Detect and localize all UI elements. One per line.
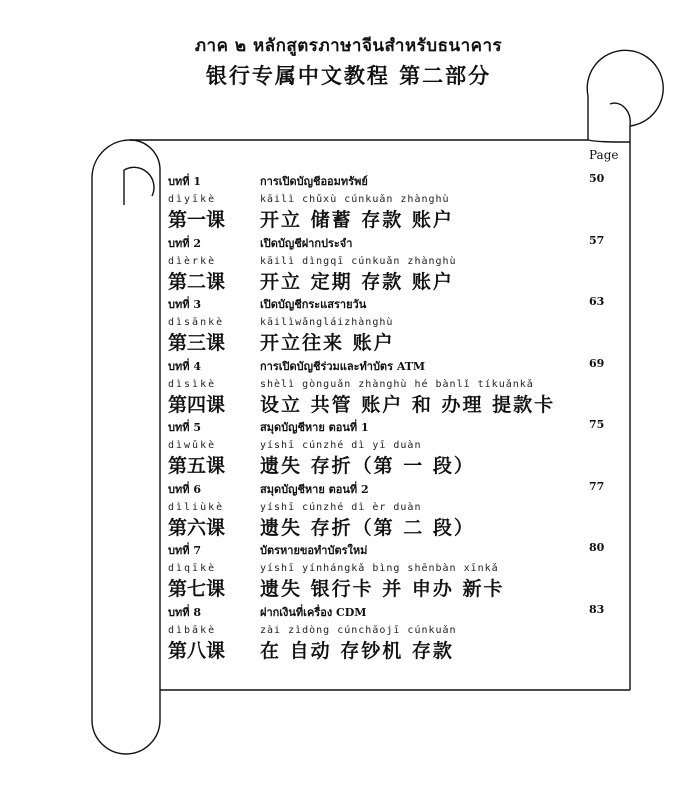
page-column-label: Page (589, 148, 619, 162)
lesson-number-thai: บทที่ 8 (168, 605, 201, 619)
toc-thai-row (168, 172, 608, 190)
toc-thai-row (168, 541, 608, 559)
lesson-title-thai: สมุดบัญชีหาย ตอนที่ 1 (260, 421, 369, 434)
lesson-title-thai: การเปิดบัญชีออมทรัพย์ (260, 175, 368, 188)
toc-thai-row (168, 480, 608, 498)
lesson-page-number: 75 (589, 418, 605, 431)
toc-thai-row (168, 603, 608, 621)
lesson-page-number: 69 (589, 356, 605, 370)
lesson-number-chinese: 第八课 (168, 639, 226, 662)
lesson-title-chinese: 遗失 银行卡 并 申办 新卡 (260, 578, 505, 600)
lesson-title-thai: การเปิดบัญชีร่วมและทำบัตร ATM (260, 359, 426, 373)
lesson-title-chinese: 设立 共管 账户 和 办理 提款卡 (260, 393, 556, 416)
toc-thai-row (168, 295, 608, 313)
lesson-title-pinyin: yíshī yínhángkǎ bìng shēnbàn xīnkǎ (260, 563, 499, 574)
lesson-number-chinese: 第五课 (168, 455, 226, 477)
lesson-number-chinese: 第七课 (168, 578, 226, 600)
lesson-title-chinese: 在 自动 存钞机 存款 (260, 639, 454, 662)
lesson-number-chinese: 第六课 (168, 516, 226, 539)
thai-part-title: ภาค ๒ หลักสูตรภาษาจีนสำหรับธนาคาร (194, 36, 503, 56)
toc-thai-row (168, 234, 608, 252)
lesson-number-pinyin: dìsānkè (168, 317, 225, 328)
lesson-title-pinyin: kāilì chǔxù cúnkuǎn zhànghù (260, 194, 450, 205)
lesson-number-pinyin: dìbākè (168, 624, 217, 636)
lesson-number-thai: บทที่ 7 (168, 544, 201, 557)
lesson-title-chinese: 遗失 存折（第 二 段） (260, 516, 475, 539)
lesson-title-pinyin: yíshī cúnzhé dì èr duàn (260, 501, 422, 513)
lesson-number-pinyin: dìsìkè (168, 378, 217, 390)
lesson-number-pinyin: dìwǔkè (168, 440, 217, 451)
toc-thai-row (168, 418, 608, 436)
lesson-title-pinyin: zài zìdòng cúnchāojī cúnkuǎn (260, 624, 457, 636)
lesson-number-thai: บทที่ 3 (168, 298, 201, 311)
lesson-page-number: 80 (589, 541, 605, 554)
lesson-title-chinese: 开立 储蓄 存款 账户 (260, 209, 454, 231)
lesson-title-pinyin: shèlì gònguǎn zhànghù hé bànlǐ tíkuǎnkǎ (260, 378, 534, 390)
lesson-number-thai: บทที่ 1 (168, 175, 201, 188)
lesson-page-number: 77 (589, 479, 605, 493)
lesson-title-pinyin: kāilìwǎngláizhànghù (260, 317, 394, 328)
lesson-number-pinyin: dìqīkè (168, 563, 217, 574)
lesson-number-thai: บทที่ 4 (168, 359, 201, 373)
lesson-page-number: 50 (589, 172, 605, 185)
lesson-title-thai: เปิดบัญชีฝากประจำ (260, 236, 353, 250)
lesson-title-pinyin: yíshī cúnzhé dì yī duàn (260, 440, 422, 451)
lesson-number-chinese: 第四课 (168, 393, 226, 416)
toc-thai-row (168, 357, 608, 375)
lesson-title-thai: ฝากเงินที่เครื่อง CDM (260, 605, 367, 619)
lesson-title-thai: สมุดบัญชีหาย ตอนที่ 2 (260, 482, 369, 496)
lesson-number-thai: บทที่ 5 (168, 421, 201, 434)
lesson-number-thai: บทที่ 6 (168, 482, 201, 496)
lesson-number-chinese: 第一课 (168, 209, 226, 231)
lesson-page-number: 57 (589, 233, 605, 247)
lesson-number-chinese: 第二课 (168, 270, 226, 293)
lesson-page-number: 83 (589, 602, 605, 616)
lesson-title-pinyin: kāilì dìngqī cúnkuǎn zhànghù (260, 255, 457, 267)
lesson-title-thai: บัตรหายขอทำบัตรใหม่ (260, 544, 368, 557)
lesson-page-number: 63 (589, 295, 605, 308)
lesson-title-thai: เปิดบัญชีกระแสรายวัน (260, 298, 367, 311)
lesson-title-chinese: 遗失 存折（第 一 段） (260, 455, 475, 477)
chinese-part-title: 银行专属中文教程 第二部分 (205, 63, 492, 88)
lesson-number-chinese: 第三课 (168, 332, 226, 354)
lesson-number-pinyin: dìyīkè (168, 194, 217, 205)
lesson-title-chinese: 开立往来 账户 (260, 332, 395, 354)
lesson-title-chinese: 开立 定期 存款 账户 (260, 270, 454, 293)
lesson-number-thai: บทที่ 2 (168, 236, 201, 250)
lesson-number-pinyin: dìèrkè (168, 255, 217, 267)
lesson-number-pinyin: dìliùkè (168, 501, 225, 513)
